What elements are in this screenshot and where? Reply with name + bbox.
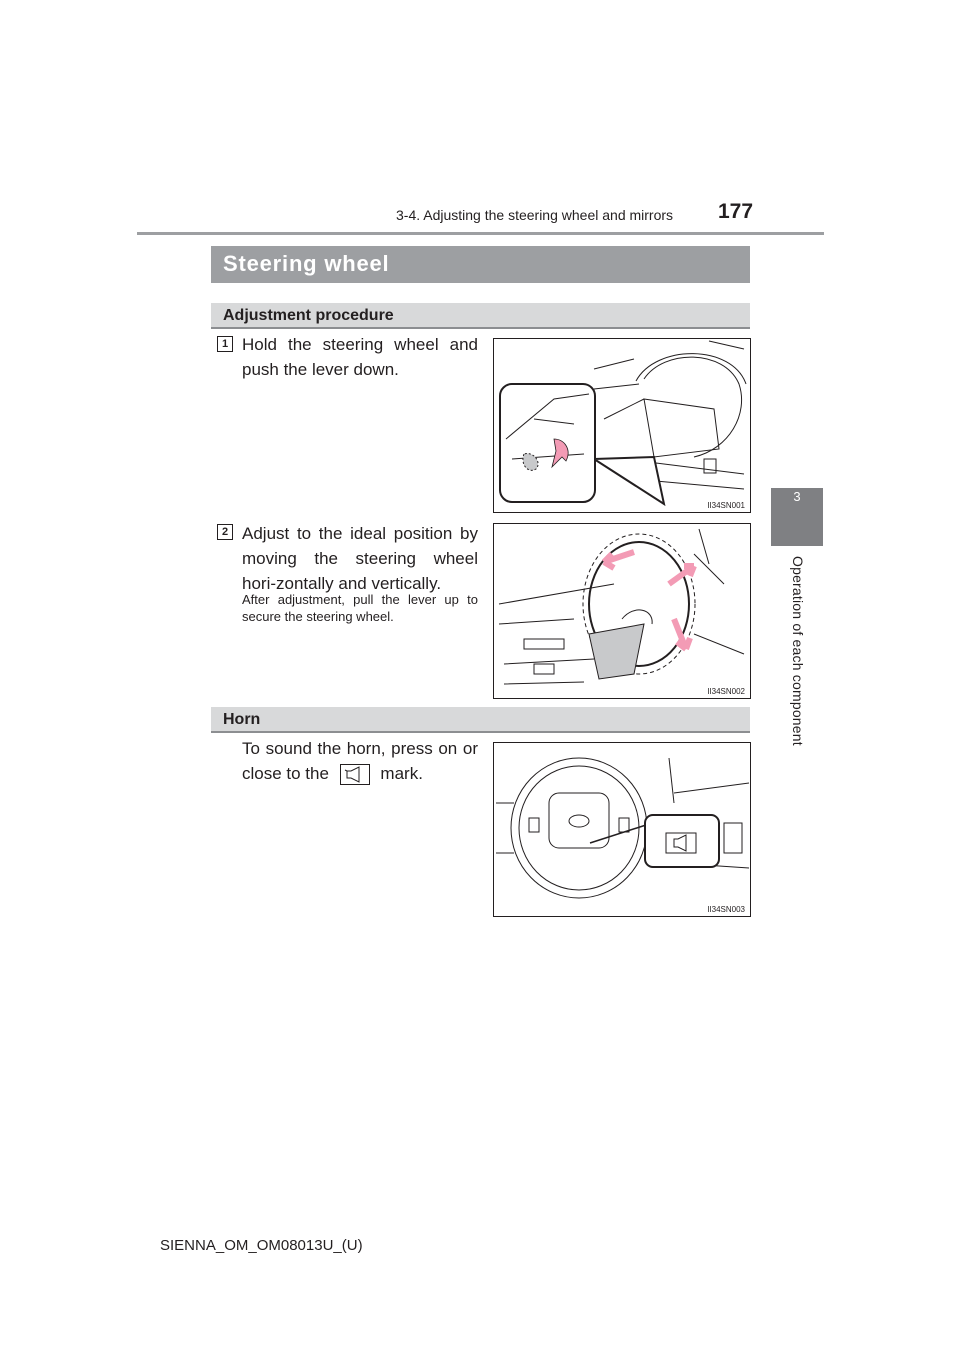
figure-code: II34SN002 — [707, 687, 745, 696]
page-number: 177 — [718, 200, 754, 223]
figure-wheel-adjust — [493, 523, 751, 699]
document-footer: SIENNA_OM_OM08013U_(U) — [160, 1237, 363, 1254]
chapter-tab-label: Operation of each component — [790, 556, 806, 746]
subheading-bar-horn — [211, 707, 750, 733]
header-rule — [137, 232, 824, 235]
horn-text-before: To sound the horn, press on or close to the — [242, 739, 478, 783]
step-number: 1 — [217, 336, 233, 352]
step-text: Hold the steering wheel and push the lever down. — [242, 335, 478, 379]
step-number: 2 — [217, 524, 233, 540]
page-title: Steering wheel — [223, 251, 390, 276]
step-note: After adjustment, pull the lever up to secure the steering wheel. — [242, 592, 478, 624]
horn-icon — [340, 764, 370, 785]
horn-text — [242, 736, 478, 786]
horn-text-after: mark. — [380, 764, 423, 783]
subheading-horn: Horn — [223, 711, 261, 728]
subheading-adjustment: Adjustment procedure — [223, 307, 394, 324]
figure-code: II34SN001 — [707, 501, 745, 510]
step-text: Adjust to the ideal position by moving the steering wheel hori-zontally and vertically. — [242, 524, 478, 593]
chapter-tab-number: 3 — [793, 489, 801, 504]
figure-code: II34SN003 — [707, 905, 745, 914]
subheading-bar-adjustment — [211, 303, 750, 329]
section-header: 3-4. Adjusting the steering wheel and mirrors — [396, 207, 674, 223]
figure-lever-push — [493, 338, 751, 513]
figure-horn — [493, 742, 751, 917]
